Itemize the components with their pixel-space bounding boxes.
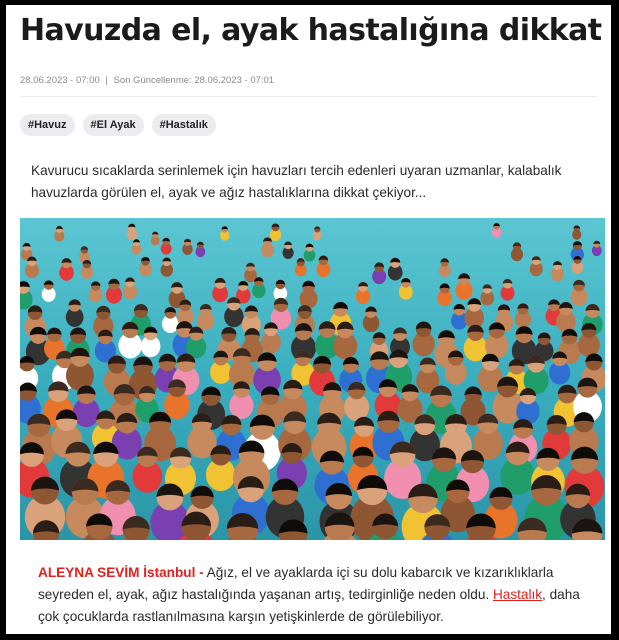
meta-separator: | [105, 75, 108, 86]
article-meta [20, 75, 274, 86]
byline: ALEYNA SEVİM İstanbul - [38, 565, 204, 580]
tag-hastalik[interactable]: #Hastalık [152, 114, 216, 136]
article-body [38, 562, 593, 628]
tag-list [20, 114, 216, 136]
article-frame [6, 5, 611, 634]
hastalik-link[interactable]: Hastalık [492, 587, 543, 602]
crowded-pool-image [20, 218, 605, 540]
article-photo [20, 218, 605, 540]
tag-havuz[interactable]: #Havuz [20, 114, 75, 136]
article-title: Havuzda el, ayak hastalığına dikkat [20, 13, 602, 48]
updated-label: Son Güncellenme: [113, 75, 192, 86]
publish-date: 28.06.2023 - 07:00 [20, 75, 100, 86]
tag-el-ayak[interactable]: #El Ayak [83, 114, 144, 136]
updated-date: 28.06.2023 - 07:01 [194, 75, 275, 86]
divider [20, 96, 597, 97]
body-text-1: Ağız, el ve ayaklarda içi su dolu kabarcık ve kızarıklıklarla seyreden el, ayak, ağız hastalığında yaşanan artış, tedirginliğe neden oldu. [38, 565, 554, 602]
article-summary: Kavurucu sıcaklarda serinlemek için havuzları tercih edenleri uyaran uzmanlar, kalabalık havuzlarda görülen el, ayak ve ağız hastalıklarına dikkat çekiyor... [31, 163, 562, 200]
body-text-2: , daha çok çocuklarda rastlanılmasına karşın yetişkinlerde de görülebiliyor. [38, 587, 580, 624]
